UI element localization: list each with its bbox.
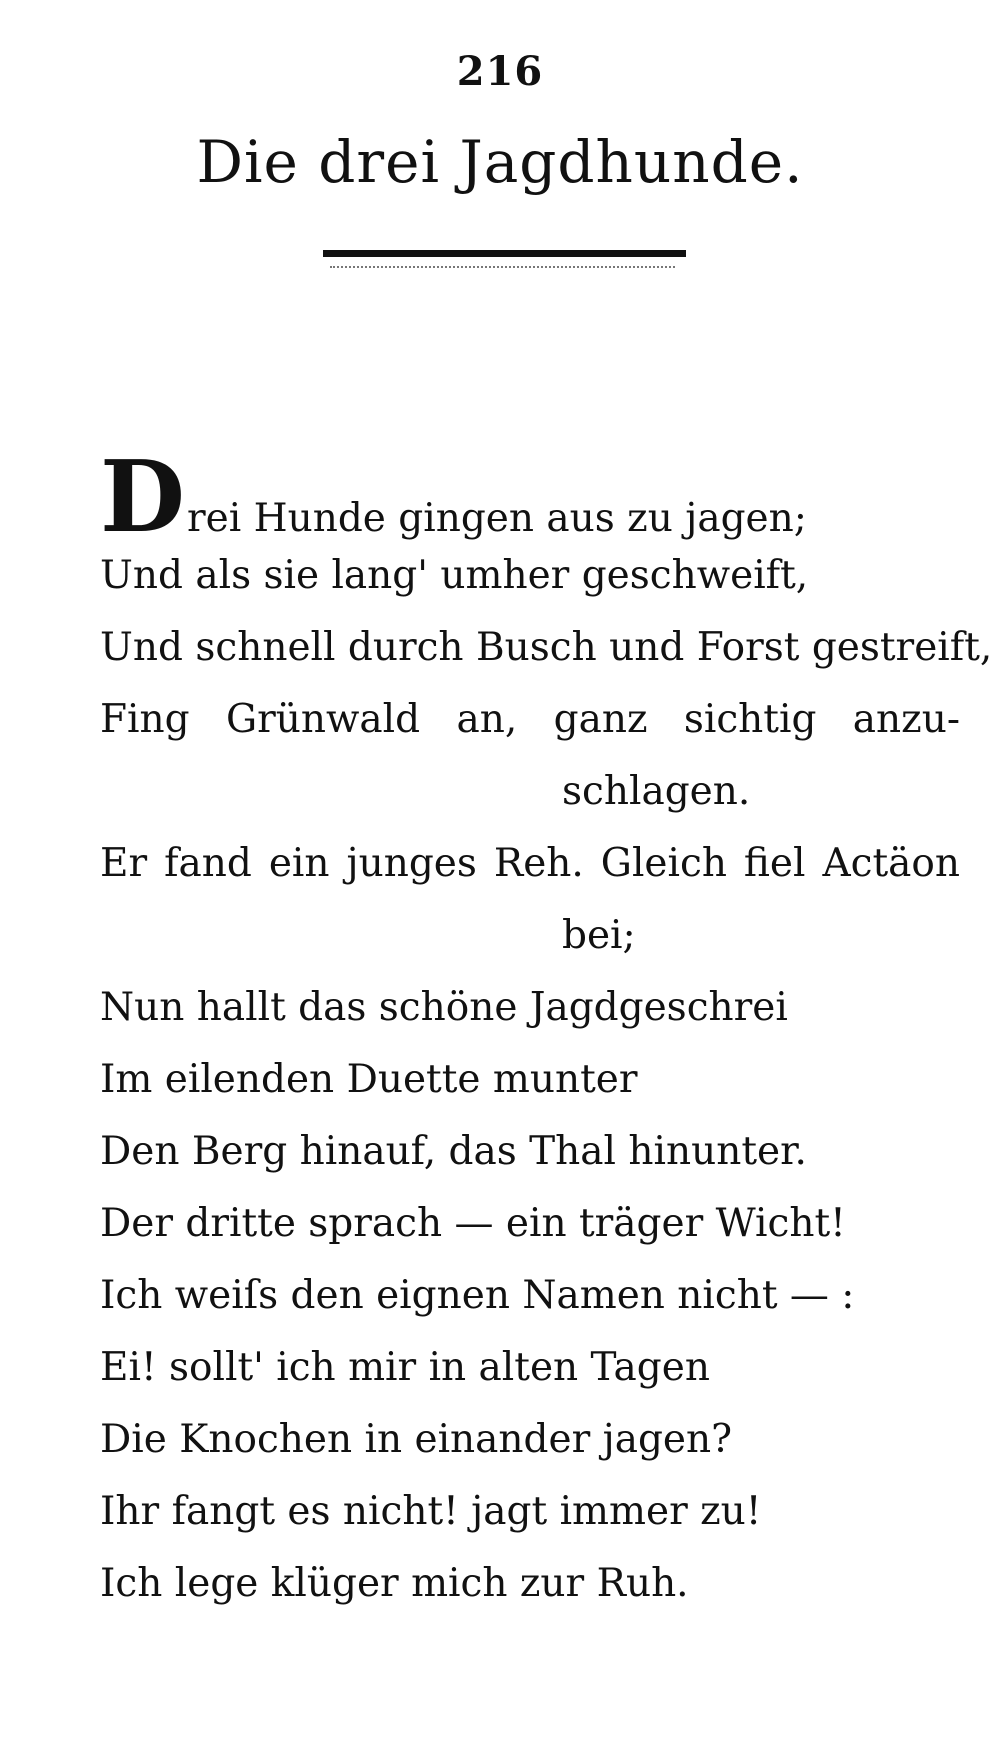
poem-line: Ich weiſs den eignen Namen nicht — :: [100, 1273, 855, 1318]
poem-line: Ihr fangt es nicht! jagt immer zu!: [100, 1489, 762, 1534]
poem-line: Der dritte sprach — ein träger Wicht!: [100, 1201, 846, 1246]
poem-line: Den Berg hinauf, das Thal hinunter.: [100, 1129, 807, 1174]
poem-line-continuation: bei;: [562, 913, 636, 958]
poem-title: Die drei Jagdhunde.: [196, 128, 804, 196]
poem-line: Im eilenden Duette munter: [100, 1057, 638, 1102]
drop-cap: D: [100, 440, 185, 555]
poem-line-1-text: rei Hunde gingen aus zu jagen;: [186, 496, 807, 541]
poem-line: Fing Grünwald an, ganz sichtig anzu-: [100, 697, 960, 742]
poem-line: Die Knochen in einander jagen?: [100, 1417, 733, 1462]
poem-body: [100, 440, 993, 1620]
poem-line: Nun hallt das schöne Jagdgeschrei: [100, 985, 788, 1030]
title-rule: [323, 250, 686, 257]
title-rule-shadow: [330, 266, 675, 268]
page-number: 216: [456, 48, 544, 95]
poem-line: Und schnell durch Busch und Forst gestreift,: [100, 625, 993, 670]
poem-line: Und als sie lang' umher geschweift,: [100, 553, 809, 598]
poem-line: Ich lege klüger mich zur Ruh.: [100, 1561, 689, 1606]
poem-line: Ei! sollt' ich mir in alten Tagen: [100, 1345, 710, 1390]
poem-line-1: [100, 440, 960, 555]
poem-line: Er fand ein junges Reh. Gleich fiel Actäon: [100, 841, 960, 886]
poem-line-continuation: schlagen.: [562, 769, 751, 814]
